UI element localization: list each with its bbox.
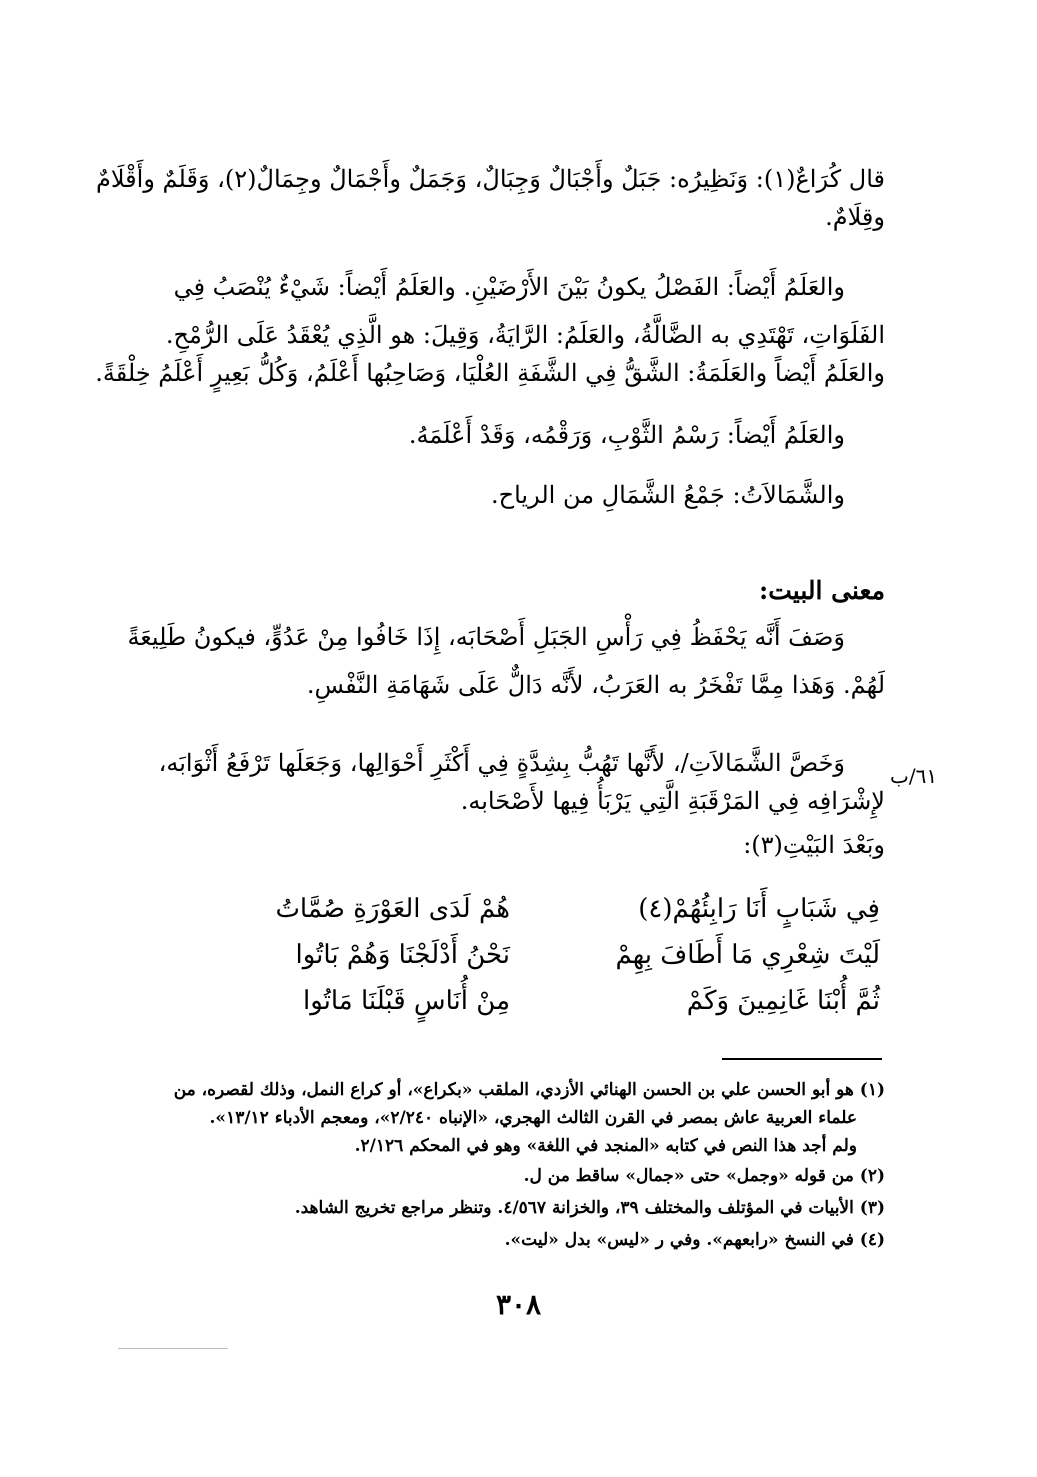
folio-margin-note: ٦١/ب xyxy=(890,764,938,788)
verse-first-hemistich: ثُمَّ أُبْنَا غَانِمِينَ وَكَمْ xyxy=(686,986,880,1016)
page-number: ٣٠٨ xyxy=(495,1288,542,1321)
footnote-4: (٤) في النسخ «رابعهم». وفي ر «ليس» بدل «ليت». xyxy=(504,1230,885,1250)
poem xyxy=(170,886,880,1024)
footnote-1-line-2: علماء العربية عاش بمصر في القرن الثالث الهجري، «الإنباه ٢/٢٤٠»، ومعجم الأدباء ١٣/١٢». xyxy=(209,1108,857,1128)
paragraph-4: والشَّمَالاَتُ: جَمْعُ الشَّمَالِ من الرياح. xyxy=(490,481,845,509)
poem-verse xyxy=(170,886,880,932)
scan-mark xyxy=(118,1348,228,1349)
paragraph-6-line-2: لإِشْرَافِه فِي المَرْقَبَةِ الَّتِي يَرْبَأُ فِيها لأَصْحَابه. xyxy=(460,787,885,815)
paragraph-5-line-2: لَهُمْ. وَهَذا مِمَّا تَفْخَرُ به العَرَبُ، لأَنَّه دَالٌّ عَلَى شَهَامَةِ النَّفْسِ. xyxy=(306,671,885,699)
paragraph-2-line-2: الفَلَوَاتِ، تَهْتَدِي به الضَّالَّةُ، والعَلَمُ: الرَّايَةُ، وَقِيلَ: هو الَّذِي يُعْقَدُ عَلَى الرُّمْحِ. xyxy=(165,321,885,349)
footnote-separator xyxy=(722,1058,882,1060)
verse-first-hemistich: فِي شَبَابٍ أَنَا رَابِئُهُمْ(٤) xyxy=(638,894,880,924)
paragraph-3: والعَلَمُ أَيْضاً: رَسْمُ الثَّوْبِ، وَرَقْمُه، وَقَدْ أَعْلَمَهُ. xyxy=(408,421,845,449)
paragraph-2-line-3: والعَلَمُ أَيْضاً والعَلَمَةُ: الشَّقُّ فِي الشَّفَةِ العُلْيَا، وَصَاحِبُها أَعْلَمُ، وَكُلُّ بَعِيرٍ أَعْلَمُ خِلْقَةً. xyxy=(95,359,885,387)
verse-first-hemistich: لَيْتَ شِعْرِي مَا أَطَافَ بِهِمْ xyxy=(615,940,880,970)
footnote-1-line-3: ولم أجد هذا النص في كتابه «المنجد في اللغة» وهو في المحكم ٢/١٢٦. xyxy=(354,1136,857,1156)
poem-verse xyxy=(170,932,880,978)
verse-second-hemistich: نَحْنُ أَدْلَجْنَا وَهُمْ بَاتُوا xyxy=(295,940,510,970)
poem-verse xyxy=(170,978,880,1024)
paragraph-1-line-2: وقِلَامٌ. xyxy=(825,203,885,231)
paragraph-7: وبَعْدَ البَيْتِ(٣): xyxy=(743,831,885,859)
paragraph-1-line-1: قال كُرَاعٌ(١): وَنَظِيرُه: جَبَلٌ وأَجْبَالٌ وَجِبَالٌ، وَجَمَلٌ وأَجْمَالٌ وجِمَالٌ(٢)، وَقَلَمٌ وأَقْلَامٌ xyxy=(96,165,885,193)
footnote-3: (٣) الأبيات في المؤتلف والمختلف ٣٩، والخزانة ٤/٥٦٧. وتنظر مراجع تخريج الشاهد. xyxy=(294,1198,885,1218)
footnote-1-line-1: (١) هو أبو الحسن علي بن الحسن الهنائي الأزدي، الملقب «بكراع»، أو كراع النمل، وذلك لقصره، من xyxy=(173,1080,885,1100)
paragraph-5-line-1: وَصَفَ أَنَّه يَحْفَظُ فِي رَأْسِ الجَبَلِ أَصْحَابَه، إِذَا خَافُوا مِنْ عَدُوٍّ، فيكونُ طَلِيعَةً xyxy=(127,623,845,651)
paragraph-6-line-1: وَخَصَّ الشَّمَالاَتِ/، لأَنَّها تَهُبُّ بِشِدَّةٍ فِي أَكْثَرِ أَحْوَالِها، وَجَعَلَها تَرْفَعُ أَثْوَابَه، xyxy=(158,749,845,777)
verse-second-hemistich: هُمْ لَدَى العَوْرَةِ صُمَّاتُ xyxy=(275,894,510,924)
verse-second-hemistich: مِنْ أُنَاسٍ قَبْلَنَا مَاتُوا xyxy=(302,986,510,1016)
paragraph-2-line-1: والعَلَمُ أَيْضاً: الفَصْلُ يكونُ بَيْنَ الأَرْضَيْنِ. والعَلَمُ أَيْضاً: شَيْءٌ يُنْصَبُ فِي xyxy=(173,273,845,301)
section-heading: معنى البيت: xyxy=(759,576,885,605)
footnote-2: (٢) من قوله «وجمل» حتى «جمال» ساقط من ل. xyxy=(523,1166,885,1186)
